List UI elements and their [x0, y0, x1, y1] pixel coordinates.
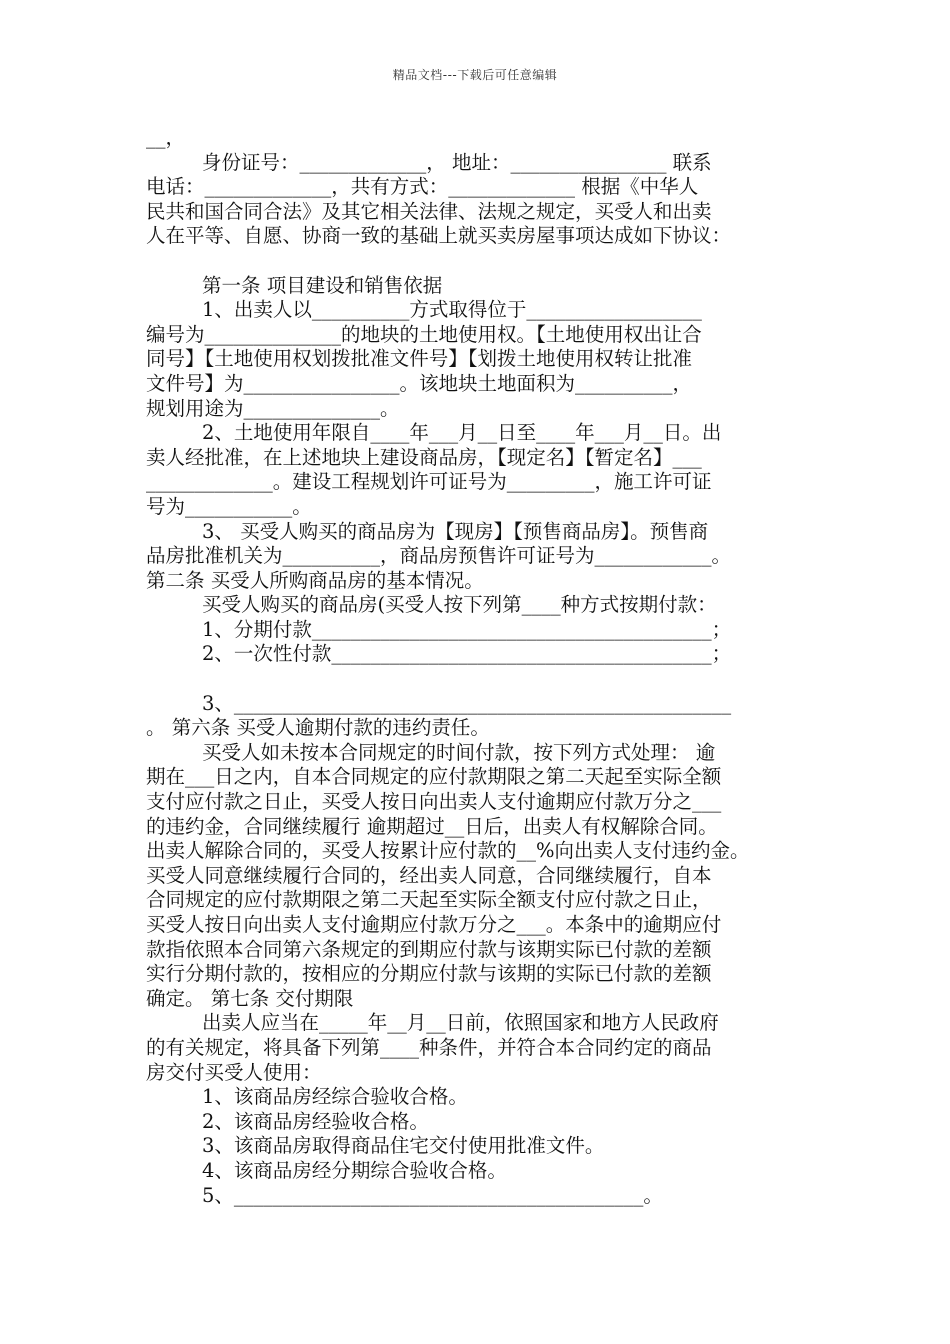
list-item: 4、该商品房经分期综合验收合格。 — [202, 1158, 507, 1182]
text-line: 3、 买受人购买的商品房为【现房】【预售商品房】。预售商 — [202, 519, 709, 543]
paragraph-gap — [146, 249, 810, 274]
text-line: _____________。建设工程规划许可证号为_________，施工许可证 — [146, 470, 712, 494]
text-line: 电话：_____________，共有方式：_____________ 根据《中华人 — [146, 175, 699, 199]
text-line: 房交付买受人使用： — [146, 1060, 322, 1084]
text-line: 的违约金，合同继续履行 逾期超过__日后，出卖人有权解除合同。 — [146, 814, 718, 838]
list-item: 3、___________________________________________________ — [202, 691, 732, 715]
text-line: 款指依照本合同第六条规定的到期应付款与该期实际已付款的差额 — [146, 937, 712, 961]
text-line: 出卖人解除合同的，买受人按累计应付款的__%向出卖人支付违约金。 — [146, 839, 750, 863]
text-line: 身份证号：_____________， 地址：________________ 联系 — [202, 150, 712, 174]
list-item: 1、分期付款_________________________________________； — [202, 617, 732, 641]
section-heading: 第二条 买受人所购商品房的基本情况。 — [146, 568, 484, 592]
list-item: 5、__________________________________________。 — [202, 1183, 663, 1207]
list-item: 1、该商品房经综合验收合格。 — [202, 1085, 468, 1109]
text-line: 品房批准机关为__________，商品房预售许可证号为____________。 — [146, 544, 732, 568]
text-line: 卖人经批准，在上述地块上建设商品房，【现定名】【暂定名】___ — [146, 445, 702, 469]
page-header: 精品文档---下载后可任意编辑 — [392, 68, 558, 82]
list-item: 2、一次性付款_______________________________________； — [202, 642, 732, 666]
paragraph-gap — [146, 667, 810, 692]
text-line: 买受人同意继续履行合同的，经出卖人同意，合同继续履行，自本 — [146, 863, 712, 887]
text-line: 1、出卖人以__________方式取得位于__________________ — [202, 298, 702, 322]
text-line: 文件号】为________________。该地块土地面积为__________， — [146, 371, 693, 395]
text-line: 的有关规定，将具备下列第____种条件，并符合本合同约定的商品 — [146, 1035, 712, 1059]
text-line: __， — [146, 126, 186, 149]
section-heading: 确定。 第七条 交付期限 — [146, 986, 354, 1010]
text-line: 买受人购买的商品房(买受人按下列第____种方式按期付款： — [202, 593, 717, 617]
text-line: 实行分期付款的，按相应的分期应付款与该期的实际已付款的差额 — [146, 962, 712, 986]
text-line: 2、土地使用年限自____年___月__日至____年___月__日。出 — [202, 421, 722, 445]
text-line: 买受人按日向出卖人支付逾期应付款万分之___。本条中的逾期应付 — [146, 913, 722, 936]
list-item: 3、该商品房取得商品住宅交付使用批准文件。 — [202, 1134, 605, 1158]
text-line: 同号】【土地使用权划拨批准文件号】【划拨土地使用权转让批准 — [146, 347, 693, 371]
text-line: 号为___________。 — [146, 494, 312, 518]
text-line: 编号为______________的地块的土地使用权。【土地使用权出让合 — [146, 322, 702, 346]
section-heading: 第一条 项目建设和销售依据 — [202, 273, 443, 297]
text-line: 人在平等、自愿、协商一致的基础上就买卖房屋事项达成如下协议： — [146, 224, 732, 248]
text-line: 民共和国合同合法》及其它相关法律、法规之规定，买受人和出卖 — [146, 199, 712, 223]
text-line: 规划用途为______________。 — [146, 396, 400, 420]
text-line: 出卖人应当在_____年__月__日前，依照国家和地方人民政府 — [202, 1011, 719, 1035]
text-line: 买受人如未按本合同规定的时间付款，按下列方式处理： 逾 — [202, 740, 716, 764]
text-line: 期在___日之内，自本合同规定的应付款期限之第二天起至实际全额 — [146, 765, 722, 789]
list-item: 2、该商品房经验收合格。 — [202, 1109, 429, 1133]
text-line: 支付应付款之日止，买受人按日向出卖人支付逾期应付款万分之___ — [146, 790, 722, 814]
contract-body — [146, 126, 810, 1208]
text-line: 合同规定的应付款期限之第二天起至实际全额支付应付款之日止， — [146, 888, 712, 912]
section-heading: 。 第六条 买受人逾期付款的违约责任。 — [146, 716, 490, 740]
